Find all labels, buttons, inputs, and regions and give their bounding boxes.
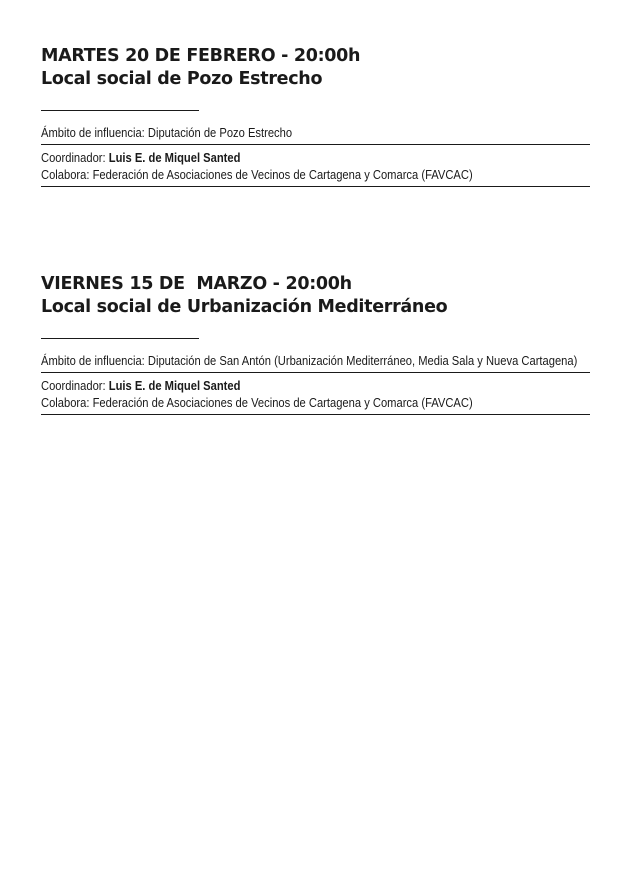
event-ambito: Ámbito de influencia: Diputación de San Antón (Urbanización Mediterráneo, Media Sala y Nueva Cartagena)	[41, 353, 578, 368]
coordinator-name: Luis E. de Miquel Santed	[108, 150, 241, 165]
event-colabora: Colabora: Federación de Asociaciones de Vecinos de Cartagena y Comarca (FAVCAC)	[41, 395, 473, 410]
info-divider	[41, 186, 590, 187]
event-block-2	[41, 273, 592, 419]
event-ambito: Ámbito de influencia: Diputación de Pozo Estrecho	[41, 125, 293, 140]
heading-divider	[41, 338, 199, 339]
info-divider	[41, 414, 590, 415]
coordinator-label: Coordinador:	[41, 150, 109, 165]
event-venue-heading: Local social de Pozo Estrecho	[41, 69, 323, 89]
event-block-1	[41, 45, 592, 191]
event-colabora: Colabora: Federación de Asociaciones de Vecinos de Cartagena y Comarca (FAVCAC)	[41, 167, 473, 182]
event-coordinator	[41, 377, 592, 394]
event-coordinator	[41, 149, 592, 166]
info-divider	[41, 372, 590, 373]
event-date-heading: VIERNES 15 DE MARZO - 20:00h	[41, 274, 352, 294]
heading-divider	[41, 110, 199, 111]
event-venue-heading: Local social de Urbanización Mediterráneo	[41, 297, 448, 317]
coordinator-label: Coordinador:	[41, 378, 109, 393]
info-divider	[41, 144, 590, 145]
coordinator-name: Luis E. de Miquel Santed	[108, 378, 241, 393]
event-date-heading: MARTES 20 DE FEBRERO - 20:00h	[41, 46, 361, 66]
